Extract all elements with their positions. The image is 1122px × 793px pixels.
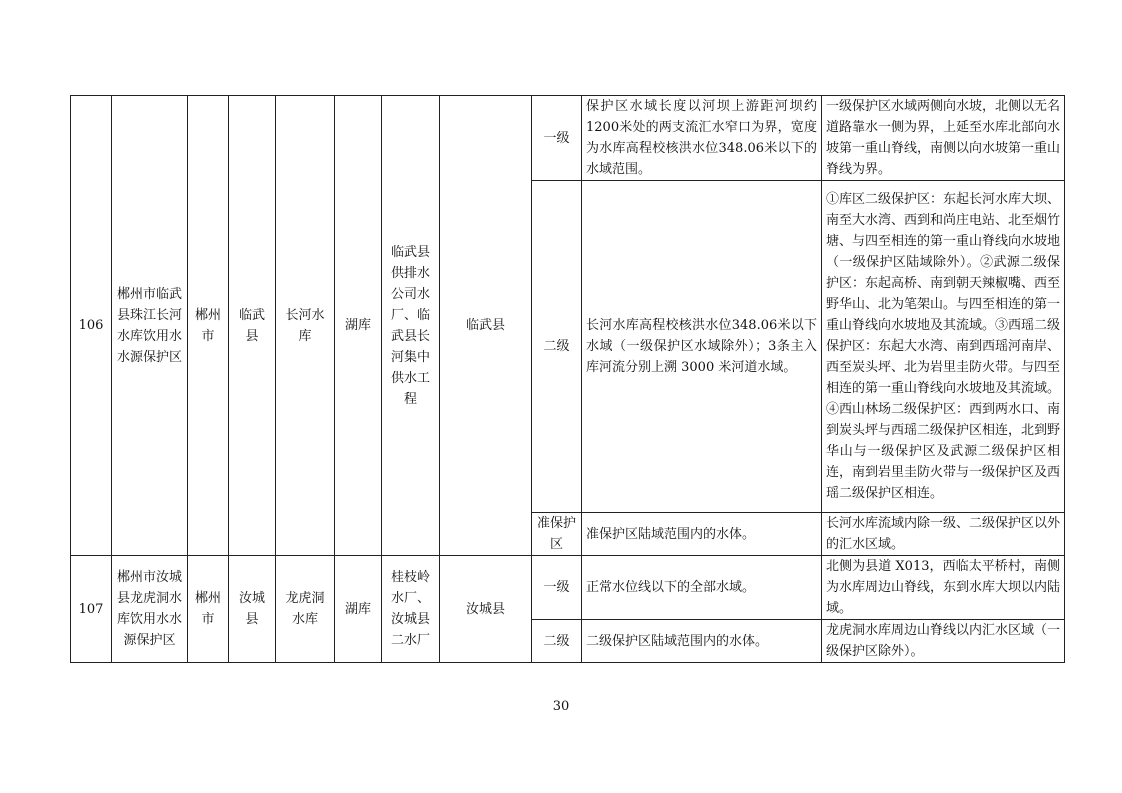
row-number: 107 — [71, 556, 112, 663]
water-area-cell: 准保护区陆域范围内的水体。 — [582, 513, 822, 556]
level-cell: 准保护区 — [532, 513, 582, 556]
water-area-cell: 保护区水域长度以河坝上游距河坝约1200米处的两支流汇水窄口为界，宽度为水库高程校核洪水位348.06米以下的水域范围。 — [582, 96, 822, 181]
county-cell: 汝城县 — [229, 556, 276, 663]
county-cell: 临武县 — [229, 96, 276, 556]
water-area-cell: 正常水位线以下的全部水域。 — [582, 556, 822, 620]
supply-cell: 临武县供排水公司水厂、临武县长河集中供水工程 — [382, 96, 440, 556]
water-body-cell: 龙虎洞水库 — [276, 556, 335, 663]
type-cell: 湖库 — [335, 96, 382, 556]
row-number: 106 — [71, 96, 112, 556]
region-cell: 临武县 — [440, 96, 532, 556]
level-cell: 二级 — [532, 181, 582, 513]
level-cell: 一级 — [532, 556, 582, 620]
land-area-cell: 龙虎洞水库周边山脊线以内汇水区域（一级保护区除外）。 — [822, 620, 1065, 663]
land-area-cell: ①库区二级保护区：东起长河水库大坝、南至大水湾、西到和尚庄电站、北至烟竹塘、与四至相连的第一重山脊线向水坡地（一级保护区陆域除外）。②武源二级保护区：东起高桥、南到朝天辣椒嘴、西至野华山、北为笔架山。与四至相连的第一重山脊线向水坡地及其流域。③西瑶二级保护区：东起大水湾、南到西瑶河南岸、西至炭头坪、北为岩里圭防火带。与四至相连的第一重山脊线向水坡地及其流域。④西山林场二级保护区：西到两水口、南到炭头坪与西瑶二级保护区相连，北到野华山与一级保护区及武源二级保护区相连，南到岩里圭防火带与一级保护区及西瑶二级保护区相连。 — [822, 181, 1065, 513]
water-body-cell: 长河水库 — [276, 96, 335, 556]
region-cell: 汝城县 — [440, 556, 532, 663]
protection-area-name: 郴州市临武县珠江长河水库饮用水水源保护区 — [112, 96, 188, 556]
land-area-cell: 一级保护区水域两侧向水坡，北侧以无名道路靠水一侧为界，上延至水库北部向水坡第一重山脊线，南侧以向水坡第一重山脊线为界。 — [822, 96, 1065, 181]
land-area-cell: 北侧为县道 X013，西临太平桥村，南侧为水库周边山脊线，东到水库大坝以内陆域。 — [822, 556, 1065, 620]
supply-cell: 桂枝岭水厂、汝城县二水厂 — [382, 556, 440, 663]
page-number: 30 — [552, 699, 570, 714]
city-cell: 郴州市 — [188, 556, 229, 663]
level-cell: 一级 — [532, 96, 582, 181]
water-source-protection-table — [70, 95, 1065, 663]
type-cell: 湖库 — [335, 556, 382, 663]
table-row — [71, 96, 1065, 181]
level-cell: 二级 — [532, 620, 582, 663]
land-area-cell: 长河水库流域内除一级、二级保护区以外的汇水区域。 — [822, 513, 1065, 556]
water-area-cell: 二级保护区陆域范围内的水体。 — [582, 620, 822, 663]
table-row — [71, 556, 1065, 620]
water-area-cell: 长河水库高程校核洪水位348.06米以下水域（一级保护区水域除外）；3条主入库河流分别上溯 3000 米河道水域。 — [582, 181, 822, 513]
protection-area-name: 郴州市汝城县龙虎洞水库饮用水水源保护区 — [112, 556, 188, 663]
city-cell: 郴州市 — [188, 96, 229, 556]
